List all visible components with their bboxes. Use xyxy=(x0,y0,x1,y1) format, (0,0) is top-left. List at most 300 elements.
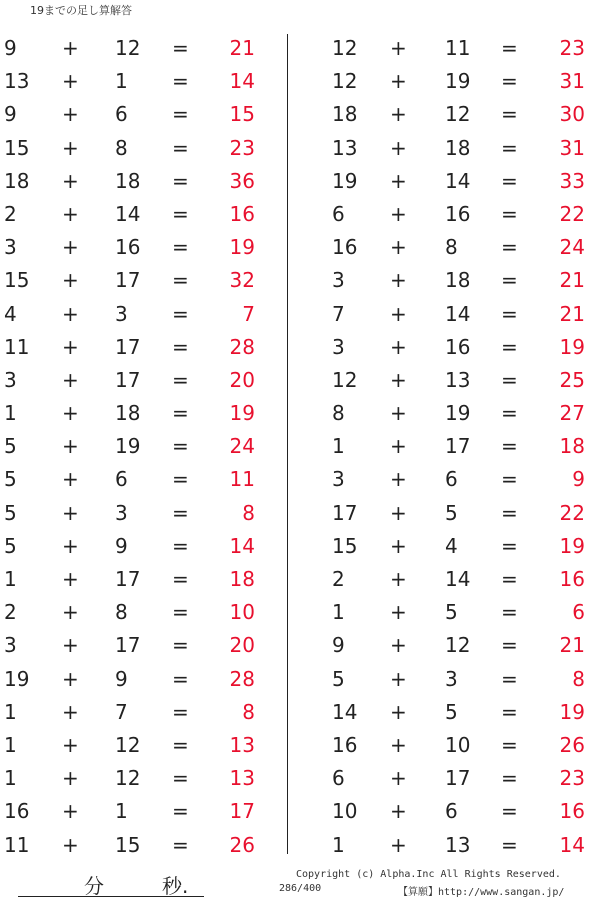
answer: 15 xyxy=(229,102,255,127)
addend-a: 9 xyxy=(4,102,17,127)
answer: 31 xyxy=(559,69,585,94)
addend-a: 13 xyxy=(332,135,358,160)
plus-sign: + xyxy=(62,367,79,392)
addend-b: 19 xyxy=(445,69,471,94)
plus-sign: + xyxy=(62,766,79,791)
addend-b: 7 xyxy=(115,699,128,724)
plus-sign: + xyxy=(390,766,407,791)
addend-a: 8 xyxy=(332,401,345,426)
addend-b: 10 xyxy=(445,732,471,757)
plus-sign: + xyxy=(62,201,79,226)
addend-b: 13 xyxy=(445,832,471,857)
equals-sign: = xyxy=(501,732,518,757)
page-title: 19までの足し算解答 xyxy=(30,4,132,17)
problem-row xyxy=(300,563,585,596)
addend-b: 3 xyxy=(445,666,458,691)
addend-a: 15 xyxy=(4,135,30,160)
plus-sign: + xyxy=(390,69,407,94)
problem-row xyxy=(0,696,285,729)
addend-b: 8 xyxy=(445,235,458,260)
answer: 18 xyxy=(559,434,585,459)
addend-b: 5 xyxy=(445,600,458,625)
addend-b: 19 xyxy=(445,401,471,426)
equals-sign: = xyxy=(172,102,189,127)
addend-a: 13 xyxy=(4,69,30,94)
problem-row xyxy=(0,231,285,264)
addend-b: 18 xyxy=(115,401,141,426)
answer: 33 xyxy=(559,168,585,193)
addend-b: 12 xyxy=(115,732,141,757)
plus-sign: + xyxy=(62,799,79,824)
plus-sign: + xyxy=(390,434,407,459)
answer: 16 xyxy=(559,799,585,824)
problem-row xyxy=(0,563,285,596)
addend-a: 5 xyxy=(4,467,17,492)
addend-b: 6 xyxy=(115,467,128,492)
equals-sign: = xyxy=(172,766,189,791)
left-problem-column xyxy=(0,32,285,862)
plus-sign: + xyxy=(62,567,79,591)
addend-b: 18 xyxy=(445,135,471,160)
equals-sign: = xyxy=(501,467,518,492)
addend-b: 5 xyxy=(445,500,458,525)
equals-sign: = xyxy=(501,36,518,60)
minutes-label: 分 xyxy=(84,874,104,898)
equals-sign: = xyxy=(172,201,189,226)
equals-sign: = xyxy=(501,334,518,359)
problem-row xyxy=(300,696,585,729)
equals-sign: = xyxy=(172,600,189,625)
equals-sign: = xyxy=(172,36,189,60)
addend-b: 14 xyxy=(445,168,471,193)
problem-row xyxy=(300,663,585,696)
answer: 22 xyxy=(559,201,585,226)
plus-sign: + xyxy=(62,102,79,127)
equals-sign: = xyxy=(501,832,518,857)
problem-row xyxy=(300,32,585,65)
addend-a: 5 xyxy=(4,434,17,459)
answer: 14 xyxy=(229,533,255,558)
plus-sign: + xyxy=(62,434,79,459)
addend-a: 3 xyxy=(332,467,345,492)
addend-b: 9 xyxy=(115,533,128,558)
problem-row xyxy=(300,530,585,563)
addend-a: 2 xyxy=(4,201,17,226)
addend-a: 12 xyxy=(332,69,358,94)
plus-sign: + xyxy=(390,334,407,359)
equals-sign: = xyxy=(501,567,518,591)
addend-a: 3 xyxy=(4,235,17,260)
answer: 13 xyxy=(229,766,255,791)
plus-sign: + xyxy=(390,567,407,591)
equals-sign: = xyxy=(501,533,518,558)
answer: 19 xyxy=(559,533,585,558)
plus-sign: + xyxy=(62,732,79,757)
problem-row xyxy=(300,729,585,762)
equals-sign: = xyxy=(501,633,518,658)
equals-sign: = xyxy=(172,401,189,426)
problem-row xyxy=(300,795,585,828)
plus-sign: + xyxy=(62,600,79,625)
equals-sign: = xyxy=(501,434,518,459)
equals-sign: = xyxy=(172,699,189,724)
addend-a: 16 xyxy=(4,799,30,824)
plus-sign: + xyxy=(390,367,407,392)
answer: 19 xyxy=(229,401,255,426)
addend-b: 13 xyxy=(445,367,471,392)
plus-sign: + xyxy=(390,235,407,260)
addend-b: 17 xyxy=(115,334,141,359)
addend-b: 3 xyxy=(115,301,128,326)
answer: 14 xyxy=(559,832,585,857)
addend-b: 3 xyxy=(115,500,128,525)
addend-b: 12 xyxy=(445,633,471,658)
plus-sign: + xyxy=(390,301,407,326)
addend-b: 17 xyxy=(115,633,141,658)
plus-sign: + xyxy=(390,600,407,625)
addend-b: 9 xyxy=(115,666,128,691)
addend-a: 11 xyxy=(4,334,30,359)
answer: 16 xyxy=(229,201,255,226)
problem-row xyxy=(300,198,585,231)
equals-sign: = xyxy=(501,367,518,392)
seconds-label: 秒. xyxy=(162,874,189,898)
addend-b: 17 xyxy=(115,268,141,293)
copyright-text: Copyright (c) Alpha.Inc All Rights Reserved. xyxy=(296,869,561,880)
addend-a: 6 xyxy=(332,201,345,226)
addend-a: 5 xyxy=(4,500,17,525)
problem-row xyxy=(0,729,285,762)
addend-b: 6 xyxy=(445,467,458,492)
addend-b: 14 xyxy=(445,301,471,326)
equals-sign: = xyxy=(501,666,518,691)
addend-b: 15 xyxy=(115,832,141,857)
plus-sign: + xyxy=(62,268,79,293)
problem-row xyxy=(0,397,285,430)
addend-a: 18 xyxy=(332,102,358,127)
equals-sign: = xyxy=(501,135,518,160)
plus-sign: + xyxy=(62,699,79,724)
addend-a: 11 xyxy=(4,832,30,857)
answer: 8 xyxy=(242,699,255,724)
problem-row xyxy=(300,331,585,364)
answer: 32 xyxy=(229,268,255,293)
plus-sign: + xyxy=(390,467,407,492)
addend-a: 4 xyxy=(4,301,17,326)
answer: 6 xyxy=(572,600,585,625)
plus-sign: + xyxy=(390,666,407,691)
addend-b: 12 xyxy=(115,766,141,791)
answer: 24 xyxy=(229,434,255,459)
equals-sign: = xyxy=(172,666,189,691)
plus-sign: + xyxy=(62,832,79,857)
answer: 14 xyxy=(229,69,255,94)
addend-b: 6 xyxy=(445,799,458,824)
addend-b: 18 xyxy=(115,168,141,193)
problem-row xyxy=(0,629,285,662)
problem-row xyxy=(300,298,585,331)
addend-b: 18 xyxy=(445,268,471,293)
equals-sign: = xyxy=(172,301,189,326)
addend-a: 19 xyxy=(4,666,30,691)
addend-b: 16 xyxy=(445,334,471,359)
problem-row xyxy=(0,762,285,795)
answer: 19 xyxy=(559,699,585,724)
addend-a: 1 xyxy=(4,766,17,791)
addend-a: 15 xyxy=(332,533,358,558)
equals-sign: = xyxy=(501,799,518,824)
problem-row xyxy=(0,132,285,165)
addend-a: 2 xyxy=(332,567,345,591)
equals-sign: = xyxy=(172,135,189,160)
equals-sign: = xyxy=(172,168,189,193)
addend-b: 11 xyxy=(445,36,471,60)
plus-sign: + xyxy=(62,633,79,658)
problem-row xyxy=(0,298,285,331)
addend-a: 3 xyxy=(4,633,17,658)
answer: 21 xyxy=(559,633,585,658)
addend-a: 10 xyxy=(332,799,358,824)
addend-a: 3 xyxy=(332,334,345,359)
equals-sign: = xyxy=(172,567,189,591)
plus-sign: + xyxy=(62,135,79,160)
addend-a: 5 xyxy=(4,533,17,558)
addend-b: 12 xyxy=(445,102,471,127)
problem-row xyxy=(0,264,285,297)
problem-row xyxy=(300,430,585,463)
plus-sign: + xyxy=(62,467,79,492)
problem-row xyxy=(300,165,585,198)
problem-row xyxy=(300,497,585,530)
problem-row xyxy=(300,264,585,297)
addend-a: 3 xyxy=(4,367,17,392)
equals-sign: = xyxy=(501,235,518,260)
equals-sign: = xyxy=(172,334,189,359)
answer: 36 xyxy=(229,168,255,193)
equals-sign: = xyxy=(172,235,189,260)
answer: 26 xyxy=(229,832,255,857)
addend-a: 1 xyxy=(4,401,17,426)
problem-row xyxy=(0,364,285,397)
plus-sign: + xyxy=(390,699,407,724)
answer: 20 xyxy=(229,633,255,658)
plus-sign: + xyxy=(390,732,407,757)
answer: 13 xyxy=(229,732,255,757)
plus-sign: + xyxy=(62,666,79,691)
answer: 17 xyxy=(229,799,255,824)
problem-row xyxy=(0,829,285,862)
problem-row xyxy=(0,530,285,563)
problem-row xyxy=(300,596,585,629)
answer: 21 xyxy=(559,301,585,326)
addend-a: 1 xyxy=(332,600,345,625)
addend-a: 15 xyxy=(4,268,30,293)
addend-a: 1 xyxy=(332,832,345,857)
answer: 21 xyxy=(559,268,585,293)
addend-a: 12 xyxy=(332,367,358,392)
addend-b: 8 xyxy=(115,135,128,160)
problem-row xyxy=(0,65,285,98)
equals-sign: = xyxy=(501,401,518,426)
time-record-line xyxy=(18,866,204,897)
answer: 8 xyxy=(572,666,585,691)
equals-sign: = xyxy=(172,268,189,293)
addend-b: 1 xyxy=(115,69,128,94)
equals-sign: = xyxy=(501,102,518,127)
answer: 9 xyxy=(572,467,585,492)
addend-a: 16 xyxy=(332,732,358,757)
plus-sign: + xyxy=(62,69,79,94)
answer: 19 xyxy=(559,334,585,359)
answer: 7 xyxy=(242,301,255,326)
problem-row xyxy=(0,795,285,828)
addend-a: 9 xyxy=(332,633,345,658)
equals-sign: = xyxy=(501,500,518,525)
addend-a: 2 xyxy=(4,600,17,625)
right-problem-column xyxy=(300,32,585,862)
addend-b: 6 xyxy=(115,102,128,127)
plus-sign: + xyxy=(62,334,79,359)
equals-sign: = xyxy=(172,533,189,558)
addend-b: 17 xyxy=(115,367,141,392)
equals-sign: = xyxy=(501,168,518,193)
plus-sign: + xyxy=(62,36,79,60)
answer: 28 xyxy=(229,666,255,691)
equals-sign: = xyxy=(172,732,189,757)
addend-b: 17 xyxy=(445,434,471,459)
addend-a: 1 xyxy=(4,699,17,724)
plus-sign: + xyxy=(390,168,407,193)
answer: 11 xyxy=(229,467,255,492)
problem-row xyxy=(300,364,585,397)
problem-row xyxy=(300,762,585,795)
addend-b: 16 xyxy=(115,235,141,260)
addend-a: 19 xyxy=(332,168,358,193)
addend-b: 16 xyxy=(445,201,471,226)
problem-row xyxy=(0,497,285,530)
answer: 18 xyxy=(229,567,255,591)
answer: 27 xyxy=(559,401,585,426)
problem-row xyxy=(300,629,585,662)
addend-a: 14 xyxy=(332,699,358,724)
answer: 30 xyxy=(559,102,585,127)
plus-sign: + xyxy=(390,36,407,60)
problem-row xyxy=(300,463,585,496)
plus-sign: + xyxy=(62,401,79,426)
addend-b: 17 xyxy=(115,567,141,591)
equals-sign: = xyxy=(501,201,518,226)
addend-a: 17 xyxy=(332,500,358,525)
plus-sign: + xyxy=(390,135,407,160)
equals-sign: = xyxy=(501,600,518,625)
answer: 22 xyxy=(559,500,585,525)
plus-sign: + xyxy=(390,201,407,226)
plus-sign: + xyxy=(62,168,79,193)
column-divider xyxy=(287,34,288,854)
addend-a: 7 xyxy=(332,301,345,326)
problem-row xyxy=(0,198,285,231)
plus-sign: + xyxy=(390,102,407,127)
problem-row xyxy=(0,165,285,198)
addend-b: 8 xyxy=(115,600,128,625)
equals-sign: = xyxy=(172,500,189,525)
problem-row xyxy=(300,98,585,131)
addend-b: 14 xyxy=(115,201,141,226)
answer: 23 xyxy=(559,766,585,791)
plus-sign: + xyxy=(390,799,407,824)
plus-sign: + xyxy=(390,533,407,558)
answer: 28 xyxy=(229,334,255,359)
plus-sign: + xyxy=(62,301,79,326)
addend-a: 1 xyxy=(4,732,17,757)
answer: 19 xyxy=(229,235,255,260)
problem-row xyxy=(0,98,285,131)
problem-row xyxy=(300,829,585,862)
equals-sign: = xyxy=(501,268,518,293)
equals-sign: = xyxy=(501,766,518,791)
plus-sign: + xyxy=(62,235,79,260)
problem-row xyxy=(0,663,285,696)
answer: 26 xyxy=(559,732,585,757)
answer: 25 xyxy=(559,367,585,392)
equals-sign: = xyxy=(501,69,518,94)
equals-sign: = xyxy=(172,367,189,392)
answer: 31 xyxy=(559,135,585,160)
problem-row xyxy=(300,65,585,98)
answer: 23 xyxy=(559,36,585,60)
equals-sign: = xyxy=(172,434,189,459)
addend-a: 1 xyxy=(4,567,17,591)
addend-b: 12 xyxy=(115,36,141,60)
equals-sign: = xyxy=(501,699,518,724)
equals-sign: = xyxy=(172,832,189,857)
addend-b: 5 xyxy=(445,699,458,724)
addend-b: 17 xyxy=(445,766,471,791)
addend-a: 1 xyxy=(332,434,345,459)
addend-a: 12 xyxy=(332,36,358,60)
addend-b: 1 xyxy=(115,799,128,824)
plus-sign: + xyxy=(390,633,407,658)
equals-sign: = xyxy=(501,301,518,326)
addend-b: 19 xyxy=(115,434,141,459)
equals-sign: = xyxy=(172,633,189,658)
answer: 20 xyxy=(229,367,255,392)
answer: 16 xyxy=(559,567,585,591)
problem-row xyxy=(0,32,285,65)
problem-row xyxy=(0,331,285,364)
addend-b: 14 xyxy=(445,567,471,591)
problem-row xyxy=(0,430,285,463)
answer: 8 xyxy=(242,500,255,525)
site-link[interactable]: 【算願】http://www.sangan.jp/ xyxy=(398,887,565,898)
problem-row xyxy=(300,231,585,264)
problem-row xyxy=(300,132,585,165)
plus-sign: + xyxy=(390,401,407,426)
answer: 21 xyxy=(229,36,255,60)
problem-row xyxy=(0,463,285,496)
page-number: 286/400 xyxy=(279,883,322,894)
answer: 10 xyxy=(229,600,255,625)
plus-sign: + xyxy=(390,268,407,293)
problem-row xyxy=(0,596,285,629)
equals-sign: = xyxy=(172,69,189,94)
addend-a: 5 xyxy=(332,666,345,691)
answer: 23 xyxy=(229,135,255,160)
addend-b: 4 xyxy=(445,533,458,558)
addend-a: 6 xyxy=(332,766,345,791)
plus-sign: + xyxy=(62,500,79,525)
addend-a: 16 xyxy=(332,235,358,260)
